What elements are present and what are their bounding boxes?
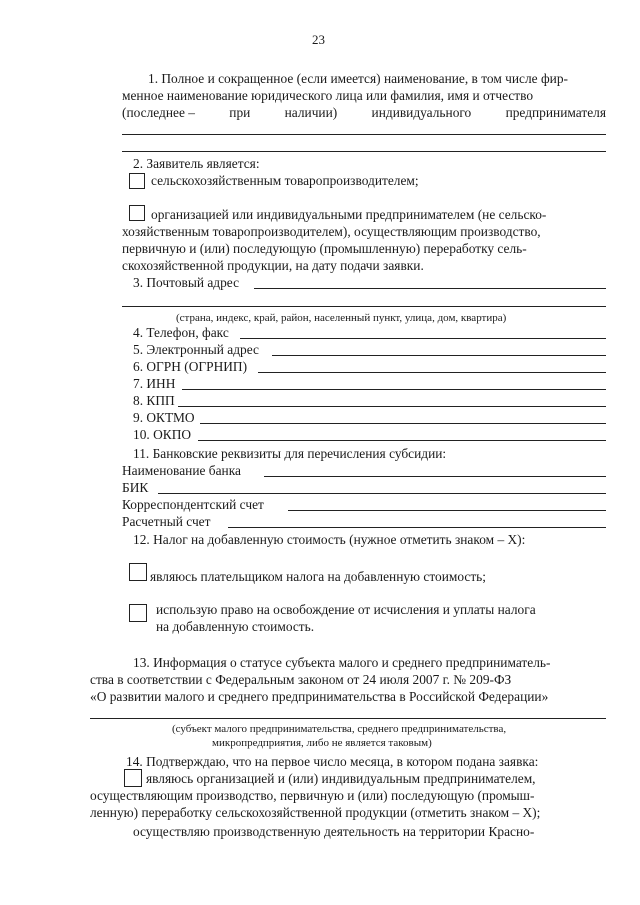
postal-address-line-1[interactable]	[254, 288, 606, 289]
s12-title: 12. Налог на добавленную стоимость (нужное отметить знаком – Х):	[133, 532, 526, 547]
s2-title: 2. Заявитель является:	[133, 156, 260, 171]
s12-opt2-line-1: использую право на освобождение от исчисления и уплаты налога	[156, 602, 536, 617]
field-phone-label: 4. Телефон, факс	[133, 325, 229, 340]
s2-opt2-line-3: первичную и (или) последующую (промышленную) переработку сель-	[122, 241, 527, 256]
s1-line-1: 1. Полное и сокращенное (если имеется) наименование, в том числе фир-	[148, 71, 568, 86]
bank-name-label: Наименование банка	[122, 463, 241, 478]
s14-opt1-line-1: являюсь организацией и (или) индивидуальным предпринимателем,	[146, 771, 536, 786]
field-inn-line[interactable]	[182, 389, 606, 390]
field-ogrn-label: 6. ОГРН (ОГРНИП)	[133, 359, 248, 374]
s2-opt2-line-4: скохозяйственной продукции, на дату подачи заявки.	[122, 258, 424, 273]
s14-opt1-line-3: ленную) переработку сельскохозяйственной продукции (отметить знаком – Х);	[90, 805, 541, 820]
name-field-line-2[interactable]	[122, 151, 606, 152]
s13-line-1: 13. Информация о статусе субъекта малого и среднего предприниматель-	[133, 655, 551, 670]
s12-opt2-line-2: на добавленную стоимость.	[156, 619, 315, 634]
s3-hint: (страна, индекс, край, район, населенный пункт, улица, дом, квартира)	[176, 312, 507, 324]
s2-opt2-line-2: хозяйственным товаропроизводителем), осуществляющим производство,	[122, 224, 541, 239]
field-oktmo-line[interactable]	[200, 423, 606, 424]
checkbox-agri-producer[interactable]	[129, 173, 145, 189]
checkbox-confirm-processor[interactable]	[124, 769, 142, 787]
bank-title: 11. Банковские реквизиты для перечисления субсидии:	[133, 446, 447, 461]
checkbox-vat-exempt[interactable]	[129, 604, 147, 622]
settlement-account-label: Расчетный счет	[122, 514, 211, 529]
bik-label: БИК	[122, 480, 149, 495]
corr-account-label: Корреспондентский счет	[122, 497, 264, 512]
field-email-label: 5. Электронный адрес	[133, 342, 259, 357]
checkbox-vat-payer[interactable]	[129, 563, 147, 581]
field-okpo-line[interactable]	[198, 440, 606, 441]
s12-opt1-label: являюсь плательщиком налога на добавленную стоимость;	[150, 569, 487, 584]
field-kpp-label: 8. КПП	[133, 393, 175, 408]
sme-status-line[interactable]	[90, 718, 606, 719]
bik-line[interactable]	[158, 493, 606, 494]
field-okpo-label: 10. ОКПО	[133, 427, 192, 442]
s14-title: 14. Подтверждаю, что на первое число месяца, в котором подана заявка:	[126, 754, 539, 769]
s2-opt1-label: сельскохозяйственным товаропроизводителем;	[151, 173, 419, 188]
s13-hint-1: (субъект малого предпринимательства, среднего предпринимательства,	[172, 723, 507, 735]
field-kpp-line[interactable]	[178, 406, 606, 407]
s1-line-2: менное наименование юридического лица или фамилия, имя и отчество	[122, 88, 534, 103]
s13-line-3: «О развитии малого и среднего предпринимательства в Российской Федерации»	[90, 689, 549, 704]
s2-opt2-line-1: организацией или индивидуальными предпринимателем (не сельско-	[151, 207, 547, 222]
field-inn-label: 7. ИНН	[133, 376, 176, 391]
s14-opt1-line-2: осуществляющим производство, первичную и (или) последующую (промыш-	[90, 788, 535, 803]
field-email-line[interactable]	[272, 355, 606, 356]
name-field-line-1[interactable]	[122, 134, 606, 135]
checkbox-processor-org[interactable]	[129, 205, 145, 221]
s14-last-line: осуществляю производственную деятельность на территории Красно-	[133, 824, 535, 839]
s3-label: 3. Почтовый адрес	[133, 275, 240, 290]
field-oktmo-label: 9. ОКТМО	[133, 410, 195, 425]
postal-address-line-2[interactable]	[122, 306, 606, 307]
s13-hint-2: микропредприятия, либо не является таковым)	[212, 737, 432, 749]
field-ogrn-line[interactable]	[258, 372, 606, 373]
s13-line-2: ства в соответствии с Федеральным законом от 24 июля 2007 г. № 209-ФЗ	[90, 672, 512, 687]
bank-name-line[interactable]	[264, 476, 606, 477]
field-phone-line[interactable]	[240, 338, 606, 339]
corr-account-line[interactable]	[288, 510, 606, 511]
s1-line-3: (последнее – при наличии) индивидуального предпринимателя	[122, 105, 606, 120]
page-number: 23	[312, 32, 325, 47]
settlement-account-line[interactable]	[228, 527, 606, 528]
